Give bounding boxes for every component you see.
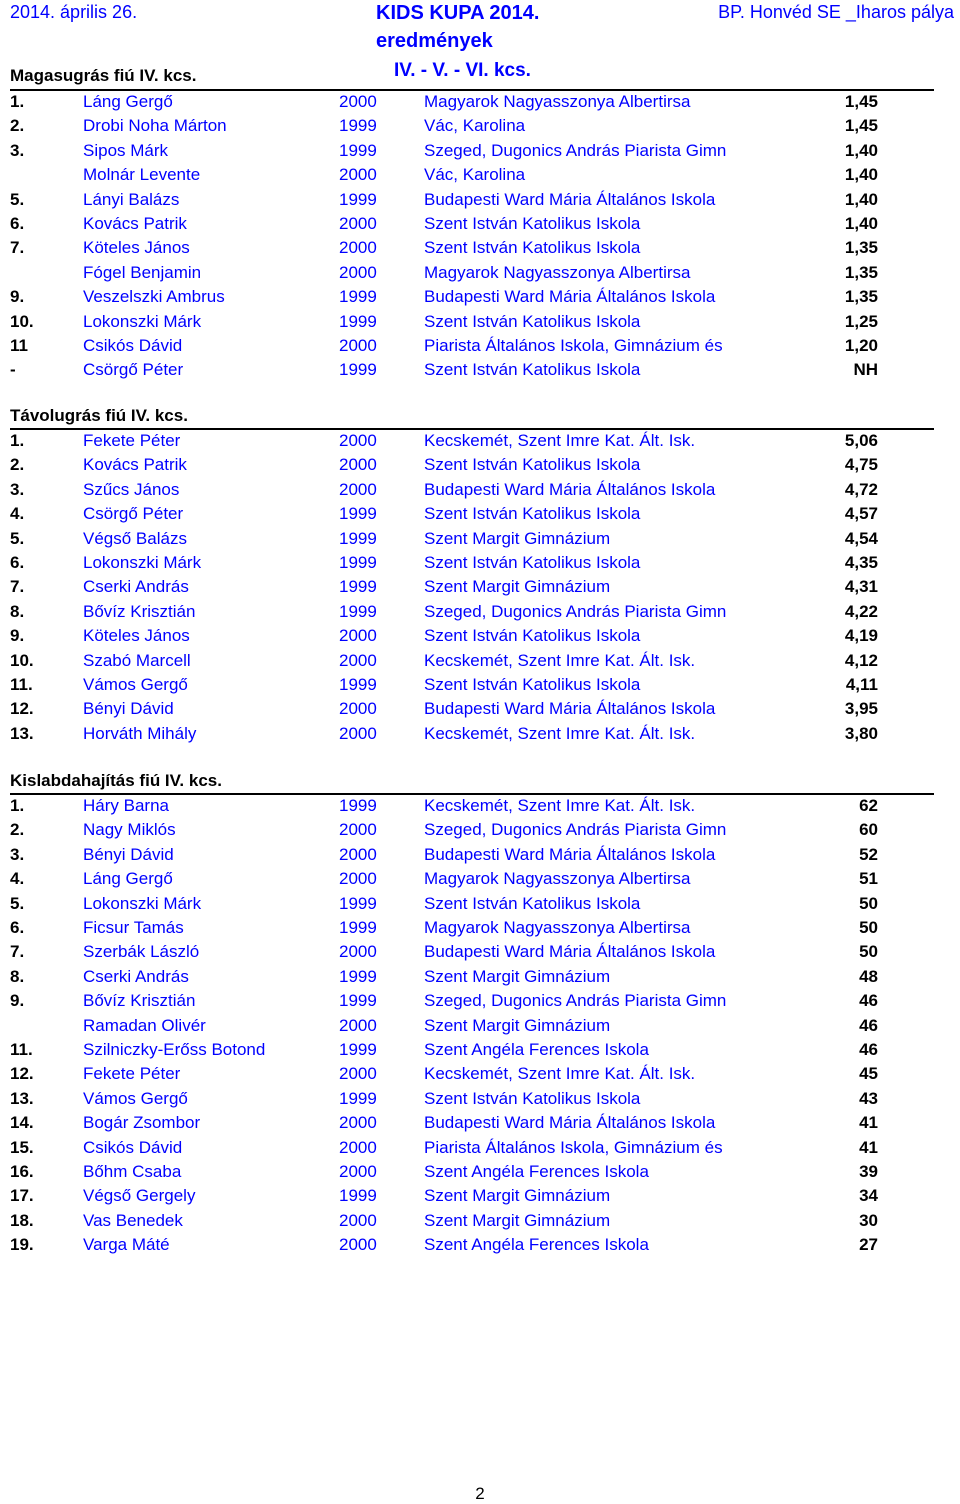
cell-rank: 2. (10, 455, 25, 475)
cell-club: Budapesti Ward Mária Általános Iskola (424, 1113, 716, 1133)
result-row (0, 892, 960, 916)
result-row (0, 916, 960, 940)
cell-club: Szent Margit Gimnázium (424, 1015, 611, 1035)
cell-year: 2000 (339, 1015, 377, 1035)
cell-year: 1999 (339, 1040, 377, 1059)
cell-club: Budapesti Ward Mária Általános Iskola (424, 942, 716, 962)
section-title: Kislabdahajítás fiú IV. kcs. (10, 771, 222, 790)
result-row (0, 867, 960, 891)
cell-club: Szent István Katolikus Iskola (424, 893, 641, 913)
cell-club: Szent István Katolikus Iskola (424, 311, 641, 331)
cell-result: 50 (859, 918, 878, 937)
cell-rank: 6. (10, 553, 25, 572)
event-title: KIDS KUPA 2014. (376, 2, 540, 24)
result-row (0, 358, 960, 382)
cell-year: 2000 (339, 92, 377, 111)
cell-year: 2000 (339, 699, 377, 719)
cell-name: Bényi Dávid (83, 699, 174, 719)
cell-rank: 6. (10, 918, 25, 937)
cell-name: Végső Gergely (83, 1186, 196, 1206)
cell-result: 1,45 (844, 116, 878, 136)
cell-club: Magyarok Nagyasszonya Albertirsa (424, 92, 691, 111)
result-row (0, 90, 960, 114)
result-row (0, 261, 960, 285)
result-row (0, 502, 960, 526)
cell-year: 1999 (339, 966, 377, 986)
result-row (0, 575, 960, 599)
cell-rank: 3. (10, 140, 25, 160)
cell-name: Nagy Miklós (83, 820, 176, 840)
result-row (0, 139, 960, 163)
cell-year: 1999 (339, 360, 377, 380)
cell-club: Szent Margit Gimnázium (424, 577, 611, 597)
cell-year: 1999 (339, 311, 377, 331)
cell-name: Vámos Gergő (83, 1088, 188, 1108)
cell-result: 62 (859, 796, 878, 815)
cell-name: Köteles János (83, 238, 190, 258)
cell-year: 2000 (339, 214, 377, 233)
cell-year: 1999 (339, 601, 377, 621)
result-row (0, 989, 960, 1013)
result-row (0, 236, 960, 260)
cell-rank: 10. (10, 311, 34, 331)
event-subtitle: eredmények (376, 30, 493, 52)
cell-year: 2000 (339, 336, 377, 355)
cell-year: 2000 (339, 1137, 377, 1157)
cell-year: 1999 (339, 140, 377, 160)
cell-club: Szent István Katolikus Iskola (424, 504, 641, 524)
cell-club: Vác, Karolina (424, 116, 526, 136)
page-number: 2 (475, 1484, 485, 1503)
cell-club: Szent István Katolikus Iskola (424, 455, 641, 475)
result-row (0, 1136, 960, 1160)
cell-name: Cserki András (83, 577, 189, 597)
cell-result: 51 (859, 869, 878, 889)
cell-rank: 12. (10, 699, 34, 719)
cell-result: 46 (859, 1015, 878, 1035)
cell-result: 1,20 (844, 336, 878, 355)
cell-club: Magyarok Nagyasszonya Albertirsa (424, 262, 691, 282)
cell-result: 1,45 (844, 92, 878, 111)
cell-year: 1999 (339, 577, 377, 597)
result-row (0, 1111, 960, 1135)
cell-result: 1,35 (844, 238, 878, 258)
cell-club: Szeged, Dugonics András Piarista Gimn (424, 601, 727, 621)
cell-name: Bővíz Krisztián (83, 991, 196, 1011)
cell-result: 27 (859, 1235, 878, 1255)
cell-result: 43 (859, 1088, 878, 1108)
cell-year: 2000 (339, 1113, 377, 1133)
result-row (0, 600, 960, 624)
cell-name: Lokonszki Márk (83, 553, 202, 572)
cell-result: 30 (859, 1210, 878, 1230)
cell-rank: 17. (10, 1186, 34, 1206)
cell-rank: 9. (10, 991, 25, 1011)
cell-name: Kovács Patrik (83, 214, 187, 233)
cell-result: 1,40 (844, 165, 878, 185)
cell-name: Szűcs János (83, 479, 180, 499)
cell-name: Ramadan Olivér (83, 1015, 206, 1035)
cell-name: Bogár Zsombor (83, 1113, 201, 1133)
cell-result: 4,75 (844, 455, 878, 475)
cell-result: 41 (859, 1113, 878, 1133)
cell-club: Szent Angéla Ferences Iskola (424, 1235, 649, 1255)
cell-result: 48 (859, 966, 878, 986)
cell-rank: 9. (10, 287, 25, 307)
cell-year: 1999 (339, 893, 377, 913)
cell-club: Szent István Katolikus Iskola (424, 1088, 641, 1108)
cell-year: 1999 (339, 1186, 377, 1206)
cell-result: 4,35 (844, 553, 878, 572)
result-row (0, 478, 960, 502)
section-title: Magasugrás fiú IV. kcs. (10, 66, 197, 85)
cell-name: Sipos Márk (83, 140, 169, 160)
cell-club: Szent Margit Gimnázium (424, 528, 611, 548)
cell-club: Kecskemét, Szent Imre Kat. Ált. Isk. (424, 796, 696, 815)
cell-result: 41 (859, 1137, 878, 1157)
cell-name: Köteles János (83, 626, 190, 646)
cell-year: 2000 (339, 238, 377, 258)
result-row (0, 551, 960, 575)
result-row (0, 1184, 960, 1208)
cell-rank: 15. (10, 1137, 34, 1157)
cell-name: Vámos Gergő (83, 675, 188, 694)
cell-name: Bényi Dávid (83, 844, 174, 864)
cell-name: Drobi Noha Márton (83, 116, 227, 136)
event-date: 2014. április 26. (10, 2, 138, 22)
cell-year: 2000 (339, 723, 377, 743)
cell-year: 1999 (339, 1088, 377, 1108)
cell-rank: 2. (10, 116, 25, 136)
cell-rank: 5. (10, 893, 25, 913)
cell-club: Budapesti Ward Mária Általános Iskola (424, 189, 716, 209)
cell-result: 3,80 (844, 723, 878, 743)
cell-year: 2000 (339, 869, 377, 889)
cell-rank: 16. (10, 1162, 34, 1181)
cell-rank: 11. (10, 1040, 33, 1059)
result-row (0, 285, 960, 309)
cell-result: 4,19 (844, 626, 878, 646)
cell-rank: 3. (10, 844, 25, 864)
cell-result: 4,72 (844, 479, 878, 499)
cell-year: 2000 (339, 942, 377, 962)
cell-club: Szent István Katolikus Iskola (424, 238, 641, 258)
result-row (0, 429, 960, 453)
cell-rank: 4. (10, 869, 25, 889)
result-row (0, 310, 960, 334)
result-row (0, 965, 960, 989)
cell-result: 5,06 (844, 431, 878, 450)
cell-year: 1999 (339, 991, 377, 1011)
cell-name: Kovács Patrik (83, 455, 187, 475)
cell-year: 1999 (339, 504, 377, 524)
cell-result: 4,22 (844, 601, 878, 621)
cell-result: 4,57 (844, 504, 878, 524)
cell-year: 2000 (339, 1162, 377, 1181)
cell-name: Végső Balázs (83, 528, 187, 548)
result-row (0, 527, 960, 551)
cell-result: 46 (859, 991, 878, 1011)
result-row (0, 940, 960, 964)
cell-name: Lokonszki Márk (83, 893, 202, 913)
cell-name: Veszelszki Ambrus (83, 287, 225, 307)
cell-year: 2000 (339, 431, 377, 450)
cell-name: Szerbák László (83, 942, 200, 962)
cell-rank: 11 (10, 336, 28, 355)
result-row (0, 843, 960, 867)
cell-club: Szeged, Dugonics András Piarista Gimn (424, 140, 727, 160)
result-row (0, 188, 960, 212)
cell-name: Háry Barna (83, 796, 169, 815)
cell-rank: 13. (10, 1088, 34, 1108)
result-row (0, 649, 960, 673)
cell-rank: 7. (10, 238, 25, 258)
cell-club: Piarista Általános Iskola, Gimnázium és (424, 336, 723, 355)
cell-year: 1999 (339, 918, 377, 937)
cell-rank: 8. (10, 601, 25, 621)
cell-club: Szent Margit Gimnázium (424, 966, 611, 986)
cell-club: Szent Margit Gimnázium (424, 1210, 611, 1230)
cell-name: Fekete Péter (83, 431, 181, 450)
cell-name: Vas Benedek (83, 1210, 183, 1230)
cell-rank: 5. (10, 528, 25, 548)
cell-club: Magyarok Nagyasszonya Albertirsa (424, 918, 691, 937)
cell-result: 1,25 (844, 311, 878, 331)
result-row (0, 114, 960, 138)
result-row (0, 212, 960, 236)
result-row (0, 1160, 960, 1184)
cell-club: Piarista Általános Iskola, Gimnázium és (424, 1137, 723, 1157)
cell-result: 4,11 (845, 675, 878, 694)
cell-year: 1999 (339, 796, 377, 815)
cell-name: Varga Máté (83, 1235, 170, 1255)
cell-club: Budapesti Ward Mária Általános Iskola (424, 699, 716, 719)
section-title: Távolugrás fiú IV. kcs. (10, 406, 188, 425)
result-row (0, 1233, 960, 1257)
cell-result: 1,40 (844, 189, 878, 209)
cell-name: Horváth Mihály (83, 723, 197, 743)
cell-name: Ficsur Tamás (83, 918, 184, 937)
result-row (0, 818, 960, 842)
cell-result: 34 (859, 1186, 878, 1206)
cell-name: Csikós Dávid (83, 1137, 183, 1157)
cell-result: 50 (859, 942, 878, 962)
cell-name: Molnár Levente (83, 165, 201, 185)
cell-name: Csörgő Péter (83, 504, 184, 524)
result-row (0, 334, 960, 358)
cell-club: Szent István Katolikus Iskola (424, 626, 641, 646)
cell-year: 1999 (339, 116, 377, 136)
cell-rank: 18. (10, 1210, 34, 1230)
cell-club: Szent István Katolikus Iskola (424, 360, 641, 380)
cell-rank: 8. (10, 966, 25, 986)
cell-name: Bővíz Krisztián (83, 601, 196, 621)
cell-name: Lokonszki Márk (83, 311, 202, 331)
cell-name: Szabó Marcell (83, 650, 191, 670)
result-row (0, 673, 960, 697)
cell-year: 2000 (339, 844, 377, 864)
cell-result: 1,40 (844, 140, 878, 160)
cell-result: 39 (859, 1162, 878, 1181)
cell-name: Cserki András (83, 966, 189, 986)
result-row (0, 1209, 960, 1233)
result-row (0, 794, 960, 818)
cell-club: Szeged, Dugonics András Piarista Gimn (424, 991, 727, 1011)
cell-rank: 10. (10, 650, 34, 670)
cell-name: Csörgő Péter (83, 360, 184, 380)
cell-club: Kecskemét, Szent Imre Kat. Ált. Isk. (424, 1064, 696, 1084)
cell-rank: 14. (10, 1113, 34, 1133)
cell-result: 50 (859, 893, 878, 913)
cell-club: Szent István Katolikus Iskola (424, 214, 641, 233)
cell-year: 2000 (339, 1064, 377, 1084)
cell-name: Szilniczky-Erőss Botond (83, 1040, 266, 1059)
age-groups: IV. - V. - VI. kcs. (394, 60, 531, 81)
cell-name: Lányi Balázs (83, 189, 180, 209)
cell-club: Szent Angéla Ferences Iskola (424, 1162, 649, 1181)
cell-year: 2000 (339, 650, 377, 670)
cell-rank: - (10, 360, 16, 380)
cell-year: 2000 (339, 1210, 377, 1230)
cell-club: Szent Angéla Ferences Iskola (424, 1040, 649, 1059)
cell-club: Budapesti Ward Mária Általános Iskola (424, 479, 716, 499)
cell-club: Szent István Katolikus Iskola (424, 553, 641, 572)
cell-club: Kecskemét, Szent Imre Kat. Ált. Isk. (424, 723, 696, 743)
cell-club: Kecskemét, Szent Imre Kat. Ált. Isk. (424, 431, 696, 450)
cell-club: Szeged, Dugonics András Piarista Gimn (424, 820, 727, 840)
cell-result: 3,95 (844, 699, 878, 719)
cell-result: 4,31 (844, 577, 878, 597)
cell-year: 2000 (339, 165, 377, 185)
cell-name: Bőhm Csaba (83, 1162, 182, 1181)
cell-name: Láng Gergő (83, 92, 173, 111)
cell-year: 1999 (339, 189, 377, 209)
cell-club: Szent István Katolikus Iskola (424, 675, 641, 694)
cell-rank: 11. (10, 675, 33, 694)
cell-club: Budapesti Ward Mária Általános Iskola (424, 287, 716, 307)
cell-club: Szent Margit Gimnázium (424, 1186, 611, 1206)
venue: BP. Honvéd SE _Iharos pálya (718, 2, 954, 22)
cell-club: Budapesti Ward Mária Általános Iskola (424, 844, 716, 864)
cell-rank: 5. (10, 189, 25, 209)
cell-year: 2000 (339, 626, 377, 646)
cell-year: 1999 (339, 528, 377, 548)
cell-rank: 7. (10, 577, 25, 597)
cell-year: 1999 (339, 675, 377, 694)
cell-rank: 1. (10, 92, 25, 111)
cell-rank: 2. (10, 820, 25, 840)
cell-rank: 4. (10, 504, 25, 524)
result-row (0, 1062, 960, 1086)
cell-year: 2000 (339, 262, 377, 282)
cell-club: Vác, Karolina (424, 165, 526, 185)
cell-rank: 13. (10, 723, 34, 743)
cell-result: 46 (859, 1040, 878, 1059)
cell-result: NH (853, 360, 878, 380)
result-row (0, 1038, 960, 1062)
cell-rank: 1. (10, 796, 25, 815)
cell-name: Fógel Benjamin (83, 262, 202, 282)
cell-year: 2000 (339, 820, 377, 840)
result-row (0, 453, 960, 477)
cell-year: 2000 (339, 479, 377, 499)
cell-year: 1999 (339, 553, 377, 572)
result-row (0, 722, 960, 746)
cell-year: 2000 (339, 455, 377, 475)
cell-rank: 1. (10, 431, 25, 450)
cell-name: Láng Gergő (83, 869, 173, 889)
cell-result: 1,35 (844, 287, 878, 307)
cell-rank: 12. (10, 1064, 34, 1084)
cell-club: Kecskemét, Szent Imre Kat. Ált. Isk. (424, 650, 696, 670)
result-row (0, 697, 960, 721)
cell-name: Csikós Dávid (83, 336, 183, 355)
cell-result: 1,40 (844, 214, 878, 233)
cell-rank: 9. (10, 626, 25, 646)
cell-result: 45 (859, 1064, 878, 1084)
cell-year: 2000 (339, 1235, 377, 1255)
cell-rank: 3. (10, 479, 25, 499)
result-row (0, 163, 960, 187)
cell-name: Fekete Péter (83, 1064, 181, 1084)
cell-rank: 6. (10, 214, 25, 233)
cell-result: 52 (859, 844, 878, 864)
cell-result: 60 (859, 820, 878, 840)
cell-rank: 19. (10, 1235, 34, 1255)
cell-rank: 7. (10, 942, 25, 962)
cell-result: 1,35 (844, 262, 878, 282)
cell-year: 1999 (339, 287, 377, 307)
result-row (0, 624, 960, 648)
cell-result: 4,12 (844, 650, 878, 670)
cell-result: 4,54 (844, 528, 878, 548)
cell-club: Magyarok Nagyasszonya Albertirsa (424, 869, 691, 889)
result-row (0, 1087, 960, 1111)
result-row (0, 1014, 960, 1038)
